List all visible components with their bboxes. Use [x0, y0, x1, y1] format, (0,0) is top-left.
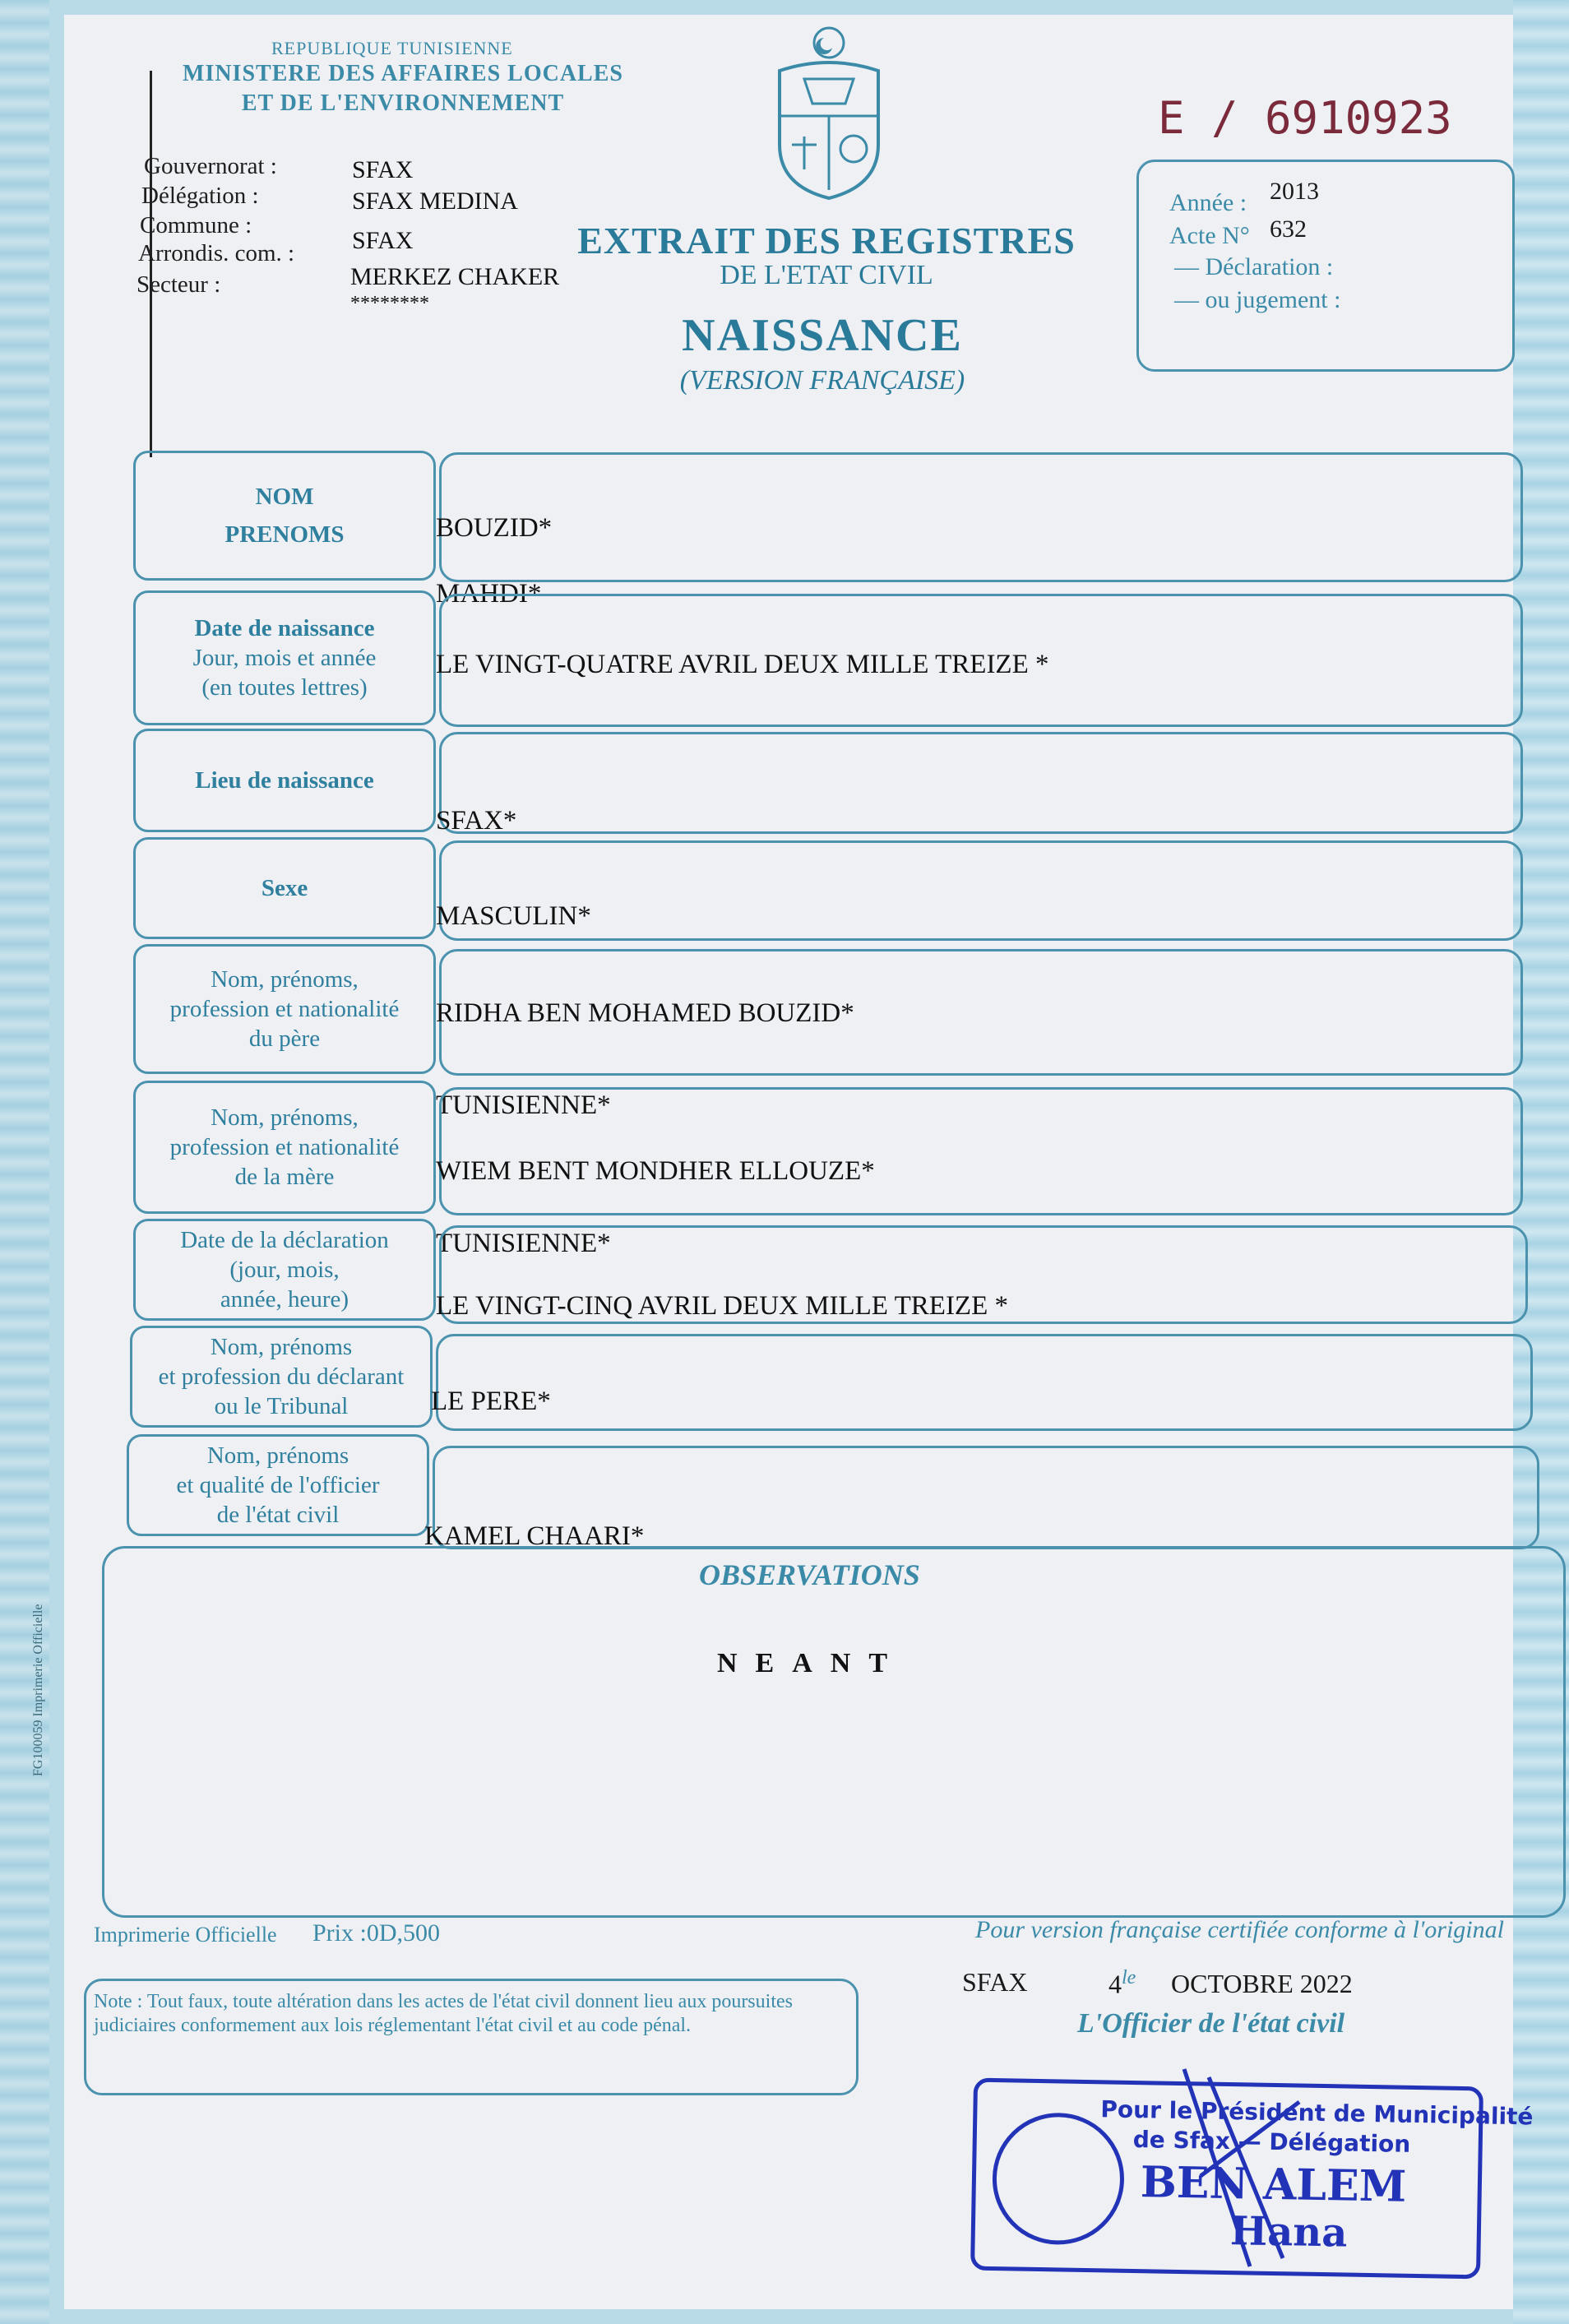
pere-label-2: profession et nationalité [169, 995, 400, 1022]
mere-label-3: de la mère [234, 1164, 335, 1191]
dob-value: LE VINGT-QUATRE AVRIL DEUX MILLE TREIZE * [436, 650, 1049, 679]
observations-title: OBSERVATIONS [699, 1558, 920, 1591]
footer-month-year: OCTOBRE 2022 [1171, 1969, 1353, 1998]
stamp-line3: BEN ALEM [1140, 2157, 1407, 2212]
acte-value: 632 [1270, 215, 1307, 243]
declarant-label [130, 1326, 433, 1428]
dob-label [133, 590, 436, 725]
arrondis-label: Arrondis. com. : [138, 240, 295, 266]
lieu-label-text: Lieu de naissance [195, 766, 374, 794]
stamp-line2: de Sfax — Délégation [1132, 2126, 1411, 2158]
commune-label: Commune : [140, 212, 252, 238]
title-version: (VERSION FRANÇAISE) [679, 365, 965, 396]
commune-value: SFAX [352, 227, 414, 254]
observations-value: NEANT [717, 1648, 906, 1678]
signature-mark [1168, 2053, 1316, 2299]
dob-label-title: Date de naissance [194, 614, 375, 641]
serial-number: E / 6910923 [1158, 92, 1452, 144]
pere-label-3: du père [248, 1025, 321, 1053]
secteur-label: Secteur : [137, 271, 221, 298]
republic-label: REPUBLIQUE TUNISIENNE [271, 38, 513, 58]
decl-value: LE VINGT-CINQ AVRIL DEUX MILLE TREIZE * [436, 1291, 1008, 1321]
footer-day [1108, 1967, 1136, 2000]
mere-label-2: profession et nationalité [169, 1133, 400, 1160]
annee-value: 2013 [1270, 178, 1319, 205]
lieu-value: SFAX* [436, 806, 517, 836]
sexe-label-text: Sexe [261, 874, 308, 901]
gouvernorat-value: SFAX [352, 156, 414, 183]
pere-label-1: Nom, prénoms, [211, 965, 359, 993]
mere-label [133, 1081, 436, 1214]
serial-prefix [1158, 92, 1452, 144]
secteur-value: MERKEZ CHAKER [350, 263, 560, 290]
stamp-line1: Pour le Président de Municipalité [1100, 2095, 1534, 2131]
jugement-label: — ou jugement : [1174, 286, 1341, 313]
officier-label-2: et qualité de l'officier [176, 1471, 380, 1498]
coat-of-arms-icon [763, 21, 895, 202]
note-text: Note : Tout faux, toute altération dans les actes de l'état civil donnent lieu aux poursuites judiciaires conformement aux lois réglementant l'état civil et au code pénal. [94, 1991, 793, 2036]
officer-title: L'Officier de l'état civil [1077, 2008, 1345, 2039]
mere-nationality: TUNISIENNE* [436, 1229, 611, 1258]
annee-label: Année : [1169, 189, 1247, 216]
nom-prenoms-label [133, 451, 436, 581]
title-etat-civil: DE L'ETAT CIVIL [720, 260, 933, 290]
dob-label-sub1: Jour, mois et année [192, 644, 377, 671]
dob-label-sub2: (en toutes lettres) [201, 674, 368, 701]
lieu-label [133, 729, 436, 832]
decl-label-1: Date de la déclaration [180, 1226, 389, 1253]
mere-value: WIEM BENT MONDHER ELLOUZE* [436, 1156, 875, 1186]
nom-label: NOM [255, 483, 314, 510]
certified-text: Pour version française certifiée conforme à l'original [975, 1916, 1504, 1943]
secteur-mask: ******** [350, 293, 429, 314]
decl-label-3: année, heure) [220, 1286, 349, 1313]
declarant-label-2: et profession du déclarant [158, 1363, 405, 1390]
footer-day-suffix: le [1122, 1967, 1136, 1988]
side-print-code: FG100059 Imprimerie Officielle [31, 1604, 45, 1776]
sexe-box [439, 840, 1523, 941]
prenoms-label: PRENOMS [224, 521, 345, 548]
title-naissance: NAISSANCE [682, 310, 963, 361]
officier-label-3: de l'état civil [216, 1502, 340, 1529]
delegation-value: SFAX MEDINA [352, 187, 518, 215]
title-extrait: EXTRAIT DES REGISTRES [577, 220, 1076, 262]
mere-box [439, 1087, 1523, 1215]
officier-label-1: Nom, prénoms [206, 1442, 349, 1469]
mere-label-1: Nom, prénoms, [211, 1104, 359, 1131]
decl-label [133, 1219, 436, 1321]
pere-label [133, 944, 436, 1074]
ministry-line2: ET DE L'ENVIRONNEMENT [241, 90, 565, 116]
delegation-label: Délégation : [141, 183, 259, 209]
ministry-line1: MINISTERE DES AFFAIRES LOCALES [183, 61, 623, 86]
prenom-value: MAHDI* [436, 579, 542, 609]
declarant-box [436, 1334, 1533, 1431]
sexe-label [133, 837, 436, 939]
sexe-value: MASCULIN* [436, 901, 591, 931]
footer-day-number: 4 [1108, 1969, 1122, 1999]
nom-value: BOUZID* [436, 513, 553, 543]
declarant-label-1: Nom, prénoms [210, 1333, 353, 1360]
gouvernorat-label: Gouvernorat : [144, 153, 277, 179]
officier-value: KAMEL CHAARI* [424, 1521, 645, 1551]
lieu-box [439, 732, 1523, 834]
prix-label: Prix :0D,500 [312, 1919, 441, 1947]
observations-box [102, 1546, 1566, 1918]
nom-prenoms-box [439, 452, 1523, 582]
declarant-value: LE PERE* [431, 1387, 551, 1416]
pere-nationality: TUNISIENNE* [436, 1090, 611, 1120]
officier-label [127, 1434, 429, 1536]
footer-city: SFAX [962, 1967, 1028, 1997]
declarant-label-3: ou le Tribunal [214, 1393, 349, 1420]
decl-label-2: (jour, mois, [229, 1256, 340, 1283]
stamp-seal-icon [992, 2112, 1126, 2246]
declaration-label: — Déclaration : [1174, 253, 1334, 280]
acte-label: Acte N° [1169, 222, 1250, 249]
stamp-line4: Hana [1229, 2208, 1348, 2257]
pere-value: RIDHA BEN MOHAMED BOUZID* [436, 998, 854, 1028]
imprimerie-label: Imprimerie Officielle [94, 1923, 277, 1947]
